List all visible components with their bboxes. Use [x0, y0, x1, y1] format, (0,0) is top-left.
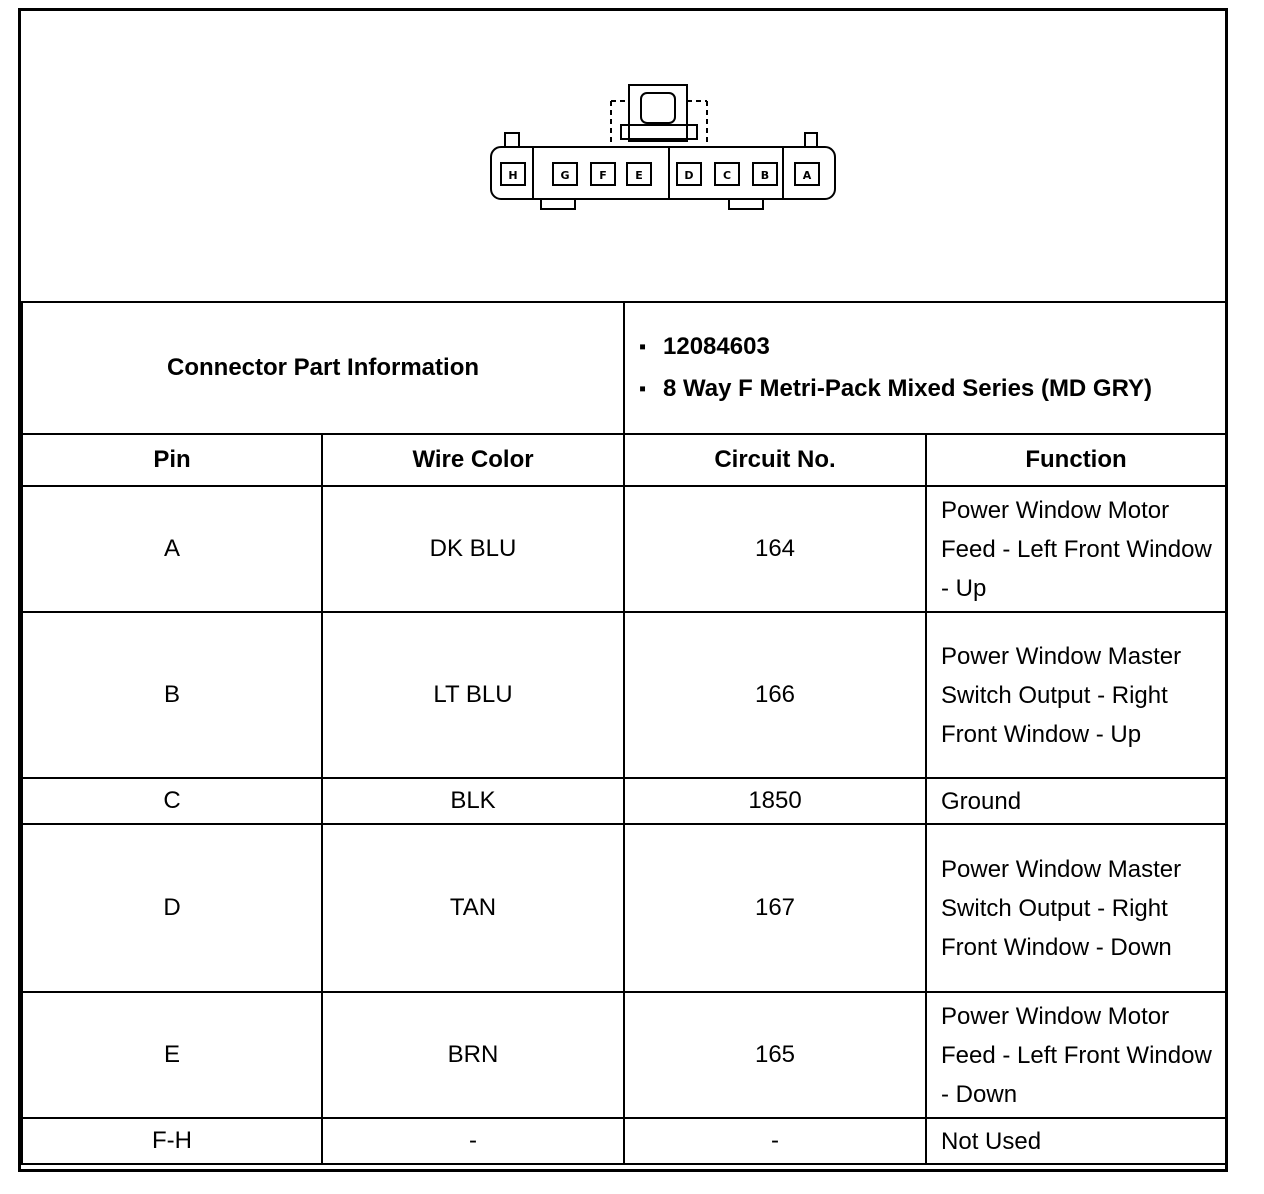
- pin-cell: F-H: [22, 1118, 322, 1164]
- connector-description: ▪ 8 Way F Metri-Pack Mixed Series (MD GRY): [639, 368, 1215, 410]
- wire-color-cell: BRN: [322, 992, 624, 1118]
- part-info-list: [624, 302, 1226, 434]
- circuit-cell: -: [624, 1118, 926, 1164]
- table-row: [22, 992, 1226, 1118]
- header-function: Function: [926, 434, 1226, 486]
- table-row: [22, 824, 1226, 992]
- table-row: [22, 486, 1226, 612]
- part-info-label: Connector Part Information: [22, 302, 624, 434]
- circuit-cell: 164: [624, 486, 926, 612]
- pin-label-e: E: [635, 169, 643, 182]
- wire-color-cell: LT BLU: [322, 612, 624, 778]
- pinout-table: [21, 301, 1227, 1165]
- header-circuit-no: Circuit No.: [624, 434, 926, 486]
- pin-cell: B: [22, 612, 322, 778]
- header-wire-color: Wire Color: [322, 434, 624, 486]
- part-info-row: [22, 302, 1226, 434]
- pin-label-h: H: [508, 169, 518, 182]
- function-cell: Power Window Master Switch Output - Right Front Window - Up: [926, 612, 1226, 778]
- function-cell: Power Window Motor Feed - Left Front Window - Down: [926, 992, 1226, 1118]
- wire-color-cell: BLK: [322, 778, 624, 824]
- wire-color-cell: -: [322, 1118, 624, 1164]
- circuit-cell: 166: [624, 612, 926, 778]
- connector-face-drawing: [461, 71, 841, 221]
- header-pin: Pin: [22, 434, 322, 486]
- part-number: ▪ 12084603: [639, 326, 1215, 368]
- pin-cell: C: [22, 778, 322, 824]
- connector-sheet: [18, 8, 1228, 1172]
- table-row: [22, 778, 1226, 824]
- table-row: [22, 1118, 1226, 1164]
- pin-cavities: [501, 163, 819, 185]
- function-cell: Power Window Master Switch Output - Right Front Window - Down: [926, 824, 1226, 992]
- pin-cell: A: [22, 486, 322, 612]
- pin-label-f: F: [599, 169, 607, 182]
- pin-cell: E: [22, 992, 322, 1118]
- connector-diagram: [21, 11, 1225, 301]
- circuit-cell: 167: [624, 824, 926, 992]
- pin-label-g: G: [560, 169, 570, 182]
- table-header-row: [22, 434, 1226, 486]
- function-cell: Power Window Motor Feed - Left Front Window - Up: [926, 486, 1226, 612]
- table-row: [22, 612, 1226, 778]
- circuit-cell: 1850: [624, 778, 926, 824]
- function-cell: Not Used: [926, 1118, 1226, 1164]
- wire-color-cell: DK BLU: [322, 486, 624, 612]
- pin-label-d: D: [684, 169, 694, 182]
- pin-cell: D: [22, 824, 322, 992]
- pin-label-a: A: [802, 169, 812, 182]
- pin-label-c: C: [722, 169, 732, 182]
- pin-label-b: B: [760, 169, 770, 182]
- function-cell: Ground: [926, 778, 1226, 824]
- circuit-cell: 165: [624, 992, 926, 1118]
- wire-color-cell: TAN: [322, 824, 624, 992]
